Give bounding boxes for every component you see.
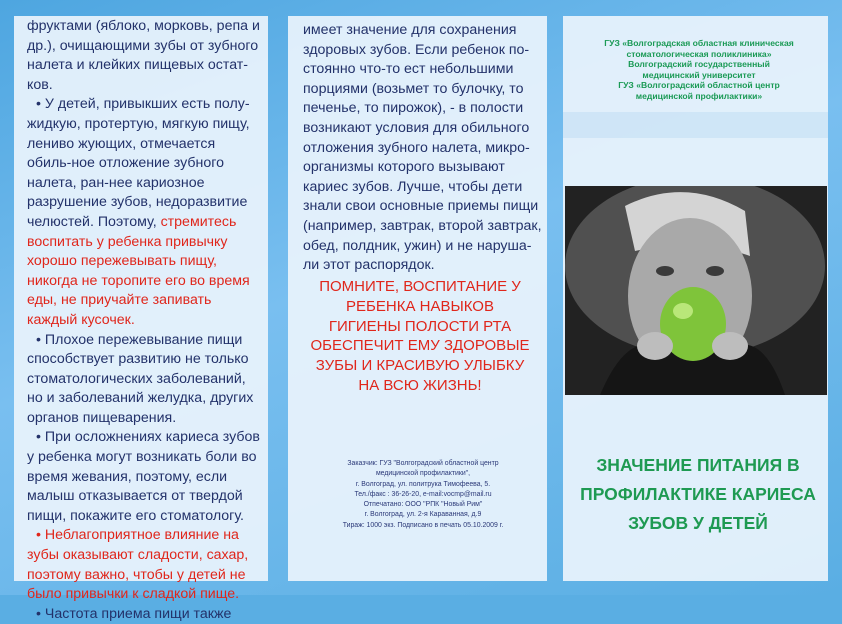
imprint-line: медицинской профилактики", [375, 470, 471, 478]
highlighted-text: стремитесь воспитать у ребенка привычку хорошо пережевывать пищу, никогда не торопите его во время еды, не приучайте запивать каждый кусочек. [27, 213, 250, 328]
left-paragraph [27, 428, 263, 526]
left-paragraph [27, 331, 263, 429]
organizations [578, 38, 820, 101]
callout-line: РЕБЕНКА НАВЫКОВ [346, 297, 494, 315]
imprint-line: г. Волгоград, ул. политрука Тимофеева, 5. [355, 480, 491, 488]
left-paragraph [27, 526, 263, 604]
title-line: ЗНАЧЕНИЕ ПИТАНИЯ В [596, 455, 800, 475]
title-line: ПРОФИЛАКТИКЕ КАРИЕСА [580, 484, 816, 504]
org-line: ГУЗ «Волгоградский областной центр [618, 80, 780, 90]
callout-line: НА ВСЮ ЖИЗНЬ! [358, 376, 482, 394]
paragraph-text: • При осложнениях кариеса зубов у ребенка могут возникать боли во время жевания, поэтому, если малыш отказывается от твердой пищи, покажите его стоматологу. [27, 429, 260, 524]
org-line: медицинский университет [642, 69, 756, 80]
left-paragraph [27, 605, 263, 624]
org-line: медицинской профилактики» [635, 90, 763, 101]
middle-paragraph: имеет значение для сохранения здоровых зубов. Если ребенок по-стоянно что-то ест небольшими порциями (возьмет то булочку, то печенье, то пирожок), - в полости возникают условия для обильного отложения зубного налета, микро-организмы которого вызывают кариес зубов. Лучше, чтобы дети знали свои основные приемы пищи (например, завтрак, второй завтрак, обед, полдник, ужин) и не наруша-ли этот распорядок. [303, 22, 542, 274]
org-line: Волгоградский государственный [628, 59, 770, 69]
imprint-line: Тел./факс : 36-26-20, e-mail:vocmp@mail.ru [354, 490, 492, 498]
brochure-title [578, 451, 818, 538]
imprint-line: Заказчик: ГУЗ "Волгоградский областной центр [347, 460, 499, 467]
imprint-line: Тираж: 1000 экз. Подписано в печать 05.10.2009 г. [342, 521, 504, 529]
paragraph-text: • Плохое пережевывание пищи способствует развитию не только стоматологических заболеваний, но и заболеваний желудка, других органов пищеварения. [27, 331, 254, 426]
callout-line: ПОМНИТЕ, ВОСПИТАНИЕ У [319, 278, 521, 295]
left-paragraph [27, 95, 263, 330]
callout-line: ЗУБЫ И КРАСИВУЮ УЛЫБКУ [315, 357, 525, 375]
paragraph-text: фруктами (яблоко, морковь, репа и др.), очищающими зубы от зубного налета и клейких пищевых остат-ков. [27, 18, 260, 93]
callout-message [298, 277, 542, 396]
child-with-apple-photo [565, 186, 827, 395]
callout-line: ГИГИЕНЫ ПОЛОСТИ РТА [328, 317, 512, 335]
callout-line: ОБЕСПЕЧИТ ЕМУ ЗДОРОВЫЕ [310, 337, 530, 355]
org-line: ГУЗ «Волгоградская областная клиническая [604, 38, 794, 48]
imprint [312, 459, 534, 531]
imprint-line: Отпечатано: ООО "РПК "Новый Рим" [363, 501, 483, 509]
photo-illustration [565, 186, 827, 395]
org-strip [563, 112, 828, 138]
imprint-line: г. Волгоград, ул. 2-я Караванная, д.9 [364, 511, 482, 519]
highlighted-text: • Неблагоприятное влияние на зубы оказывают сладости, сахар, поэтому важно, чтобы у детей не было привычки к сладкой пище. [27, 527, 249, 603]
middle-column-text [303, 21, 543, 276]
left-paragraph [27, 17, 263, 95]
org-line: стоматологическая поликлиника» [626, 48, 772, 59]
paragraph-text: • Частота приема пищи также [36, 605, 232, 622]
title-line: ЗУБОВ У ДЕТЕЙ [628, 513, 768, 533]
paragraph-text: • У детей, привыкших есть полу-жидкую, протертую, мягкую пищу, лениво жующих, отмечается обиль-ное отложение зубного налета, ран-нее кариозное разрушение зубов, недоразвитие челюстей. Поэтому, [27, 96, 250, 230]
left-column-text [27, 17, 263, 624]
